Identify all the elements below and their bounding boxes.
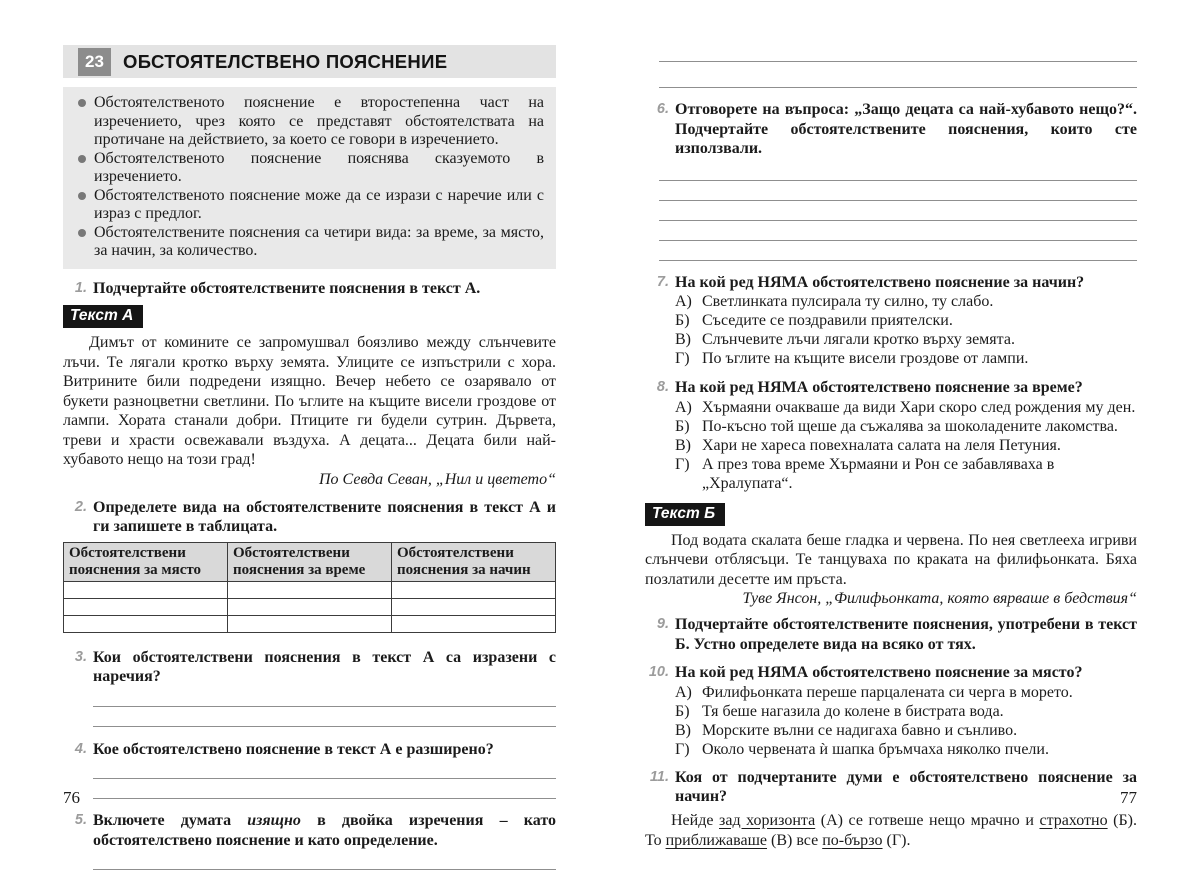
exercise-number: 5. bbox=[74, 812, 87, 828]
answer-line[interactable] bbox=[659, 36, 1137, 62]
option-letter: А) bbox=[675, 398, 692, 416]
text-a-body: Димът от комините се запромушвал боязливо между слънчевите лъчи. Те лягали кротко върху земята. Улиците се изпъстрили с хора. Витрините били подредени изящно. Вечер небето се озарявало от букети разноцветни светлини. По ъглите на къщите висели гроздове от лампи. Хората станали добри. Птиците ги будели сутрин. Дървета, треви и храсти освежавали въздуха. А децата... Децата били най-хубавото нещо на този град! bbox=[63, 334, 556, 468]
bullet-icon bbox=[78, 229, 86, 237]
info-bullet-item bbox=[71, 150, 544, 187]
table-cell-empty[interactable] bbox=[64, 581, 228, 598]
option-letter: В) bbox=[675, 721, 691, 739]
answer-line[interactable] bbox=[659, 181, 1137, 201]
exercise-text: Подчертайте обстоятелствените пояснения в текст А. bbox=[93, 279, 481, 297]
option-letter: Б) bbox=[675, 702, 690, 720]
option-text: Светлинката пулсирала ту силно, ту слабо. bbox=[702, 293, 994, 310]
option-text: По-късно той щеше да съжалява за шоколадените лакомства. bbox=[702, 417, 1118, 435]
option-text: Хари не хареса повехналата салата на леля Петуния. bbox=[702, 436, 1061, 454]
underlined-word: по-бързо bbox=[822, 832, 883, 849]
exercise-11-sentence: Нейде зад хоризонта (А) се готвеше нещо мрачно и страхотно (Б). То приближаваше (В) все по-бързо (Г). bbox=[645, 811, 1138, 849]
exercise-9 bbox=[645, 615, 1137, 654]
exercise-number: 11. bbox=[649, 768, 669, 785]
exercise-number: 7. bbox=[656, 273, 669, 290]
exercise-number: 4. bbox=[74, 740, 87, 757]
exercise-7 bbox=[645, 273, 1137, 293]
option-row-b[interactable] bbox=[675, 417, 1137, 436]
answer-line[interactable] bbox=[93, 759, 556, 779]
option-letter: Б) bbox=[675, 312, 690, 329]
info-bullet-item bbox=[71, 187, 544, 224]
exercise-5 bbox=[63, 811, 556, 850]
exercise-4 bbox=[63, 740, 556, 760]
exercise-text: Подчертайте обстоятелствените пояснения, употребени в текст Б. Устно определете вида на всяко от тях. bbox=[675, 616, 1137, 653]
underlined-word: страхотно bbox=[1039, 811, 1108, 829]
page-number-left: 76 bbox=[63, 788, 80, 807]
option-row-a[interactable] bbox=[675, 292, 1137, 311]
page-left bbox=[63, 0, 556, 853]
table-row bbox=[64, 615, 556, 632]
option-letter: В) bbox=[675, 436, 691, 454]
exercise-text: Определете вида на обстоятелствените пояснения в текст А и ги запишете в таблицата. bbox=[93, 498, 556, 535]
option-row-g[interactable] bbox=[675, 455, 1137, 493]
exercise-2 bbox=[63, 498, 556, 537]
table-cell-empty[interactable] bbox=[228, 598, 392, 615]
option-text: Хърмаяни очакваше да види Хари скоро след рождения му ден. bbox=[702, 398, 1136, 416]
bullet-text: Обстоятелственото пояснение може да се изрази с наречие или с израз с предлог. bbox=[94, 186, 544, 222]
text-a-attribution: По Севда Севан, „Нил и цветето“ bbox=[319, 470, 556, 488]
option-text: Около червената ѝ шапка бръмчаха няколко пчели. bbox=[702, 740, 1049, 758]
answer-line[interactable] bbox=[659, 62, 1137, 88]
exercise-text: Коя от подчертаните думи е обстоятелствено пояснение за начин? bbox=[675, 768, 1137, 805]
table-cell-empty[interactable] bbox=[64, 615, 228, 632]
option-letter: Г) bbox=[675, 455, 690, 473]
answer-line[interactable] bbox=[659, 221, 1137, 241]
table-cell-empty[interactable] bbox=[392, 598, 556, 615]
table-cell-empty[interactable] bbox=[392, 581, 556, 598]
answer-line[interactable] bbox=[659, 201, 1137, 221]
answer-line[interactable] bbox=[93, 687, 556, 707]
page-number-right: 77 bbox=[1120, 788, 1137, 807]
classification-table bbox=[63, 542, 556, 633]
info-bullet-item bbox=[71, 224, 544, 261]
bullet-text: Обстоятелственото пояснение пояснява сказуемото в изречението. bbox=[94, 149, 544, 185]
bullet-text: Обстоятелственото пояснение е второстепенна част на изречението, чрез която се представят обстоятелствата на протичане на действието, за което се говори в изречението. bbox=[94, 94, 544, 148]
option-text: Морските вълни се надигаха бавно и сънливо. bbox=[702, 721, 1018, 739]
answer-line[interactable] bbox=[659, 241, 1137, 261]
answer-line[interactable] bbox=[93, 707, 556, 727]
page-right bbox=[645, 0, 1137, 853]
table-cell-empty[interactable] bbox=[228, 581, 392, 598]
exercise-text: На кой ред НЯМА обстоятелствено пояснение за начин? bbox=[675, 273, 1085, 291]
option-text: Филифьонката переше парцалената си черга в морето. bbox=[702, 683, 1073, 701]
table-cell-empty[interactable] bbox=[228, 615, 392, 632]
table-row bbox=[64, 598, 556, 615]
info-box bbox=[63, 87, 556, 269]
exercise-number: 8. bbox=[656, 379, 669, 395]
exercise-text: Кои обстоятелствени пояснения в текст А са изразени с наречия? bbox=[93, 648, 556, 685]
answer-line[interactable] bbox=[93, 850, 556, 870]
bullet-icon bbox=[78, 99, 86, 107]
table-cell-empty[interactable] bbox=[392, 615, 556, 632]
option-row-a[interactable] bbox=[675, 683, 1137, 702]
exercise-1 bbox=[63, 279, 556, 299]
exercise-3 bbox=[63, 648, 556, 687]
exercise-text: Включете думата изящно в двойка изречения – като обстоятелствено пояснение и като определение. bbox=[93, 812, 556, 849]
exercise-8 bbox=[645, 378, 1137, 398]
bullet-icon bbox=[78, 192, 86, 200]
text-b-body: Под водата скалата беше гладка и червена. По нея светлееха игриви слънчеви отблясъци. Те танцуваха по краката на филифьонката. Бяха позлатили десетте им пръста. bbox=[645, 531, 1137, 588]
exercise-text: На кой ред НЯМА обстоятелствено пояснение за място? bbox=[675, 664, 1083, 681]
exercise-number: 3. bbox=[74, 648, 87, 665]
option-letter: А) bbox=[675, 293, 692, 310]
option-letter: А) bbox=[675, 683, 692, 701]
exercise-text: Отговорете на въпроса: „Защо децата са най-хубавото нещо?“. Подчертайте обстоятелствените пояснения, които сте използвали. bbox=[675, 101, 1137, 157]
option-row-g[interactable] bbox=[675, 740, 1137, 759]
info-bullet-item bbox=[71, 94, 544, 150]
option-letter: Б) bbox=[675, 417, 690, 435]
option-row-v[interactable] bbox=[675, 330, 1137, 349]
option-text: А през това време Хърмаяни и Рон се забавляваха в „Хралупата“. bbox=[702, 455, 1055, 492]
lesson-header-band bbox=[63, 45, 556, 78]
table-header-manner: Обстоятелствени пояснения за начин bbox=[392, 542, 556, 581]
option-row-b[interactable] bbox=[675, 311, 1137, 330]
bullet-icon bbox=[78, 155, 86, 163]
lesson-number-badge: 23 bbox=[78, 48, 111, 76]
option-text: Съседите се поздравили приятелски. bbox=[702, 312, 953, 329]
option-letter: Г) bbox=[675, 740, 690, 758]
option-row-g[interactable] bbox=[675, 349, 1137, 368]
exercise-11 bbox=[645, 768, 1137, 807]
option-row-v[interactable] bbox=[675, 721, 1137, 740]
italic-word: изящно bbox=[247, 812, 301, 829]
table-cell-empty[interactable] bbox=[64, 598, 228, 615]
table-row bbox=[64, 581, 556, 598]
exercise-6 bbox=[645, 100, 1137, 159]
answer-line[interactable] bbox=[659, 161, 1137, 181]
option-letter: В) bbox=[675, 331, 691, 348]
exercise-number: 9. bbox=[656, 616, 669, 632]
lesson-title: ОБСТОЯТЕЛСТВЕНО ПОЯСНЕНИЕ bbox=[123, 50, 448, 72]
underlined-word: зад хоризонта bbox=[719, 811, 816, 829]
exercise-10 bbox=[645, 663, 1137, 683]
text-b-attribution: Туве Янсон, „Филифьонката, която вярваше в бедствия“ bbox=[742, 590, 1137, 607]
answer-line[interactable] bbox=[93, 779, 556, 799]
option-text: По ъглите на къщите висели гроздове от лампи. bbox=[702, 350, 1029, 367]
exercise-number: 6. bbox=[656, 101, 669, 117]
exercise-text: На кой ред НЯМА обстоятелствено пояснение за време? bbox=[675, 379, 1083, 396]
option-row-v[interactable] bbox=[675, 436, 1137, 455]
option-row-a[interactable] bbox=[675, 398, 1137, 417]
text-a-label: Текст А bbox=[63, 305, 143, 328]
exercise-number: 10. bbox=[648, 664, 669, 680]
exercise-text: Кое обстоятелствено пояснение в текст А е разширено? bbox=[93, 740, 494, 758]
option-row-b[interactable] bbox=[675, 702, 1137, 721]
underlined-word: приближаваше bbox=[665, 832, 768, 849]
table-header-place: Обстоятелствени пояснения за място bbox=[64, 542, 228, 581]
text-b-label: Текст Б bbox=[645, 503, 725, 526]
table-header-time: Обстоятелствени пояснения за време bbox=[228, 542, 392, 581]
bullet-text: Обстоятелствените пояснения са четири вида: за време, за място, за начин, за количество. bbox=[94, 223, 544, 259]
option-text: Слънчевите лъчи лягали кротко върху земята. bbox=[702, 331, 1015, 348]
exercise-number: 2. bbox=[74, 498, 87, 515]
option-letter: Г) bbox=[675, 350, 690, 367]
option-text: Тя беше нагазила до колене в бистрата вода. bbox=[702, 702, 1004, 720]
exercise-number: 1. bbox=[74, 279, 87, 296]
